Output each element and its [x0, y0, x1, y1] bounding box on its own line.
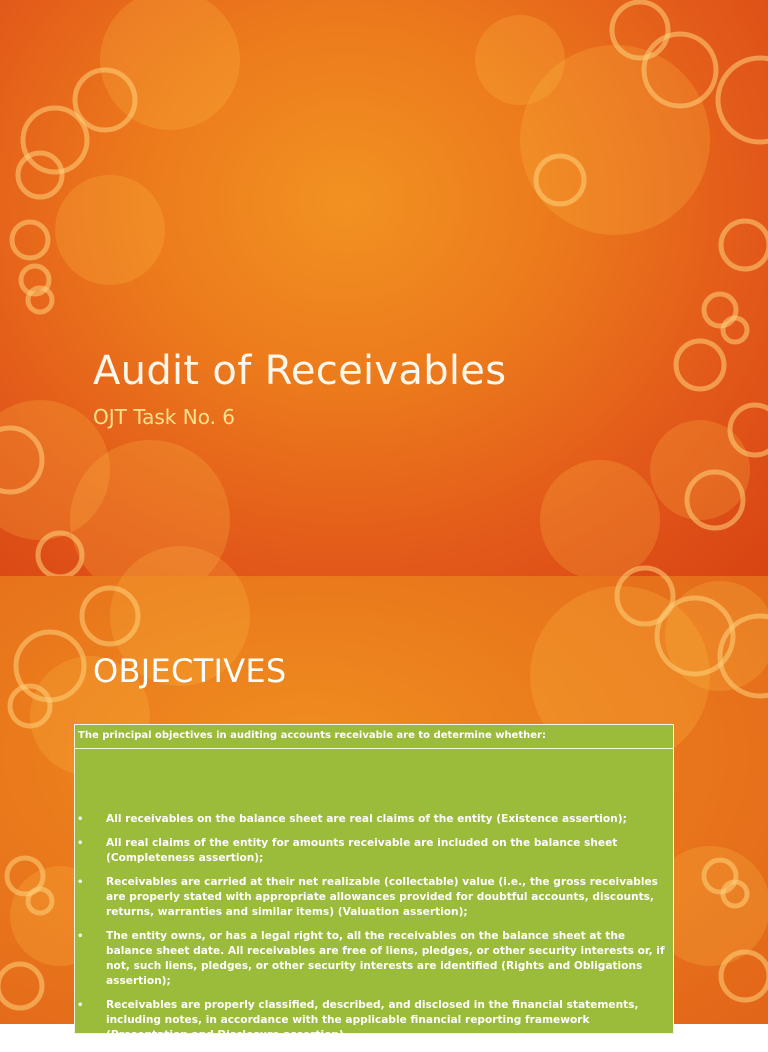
objective-existence: All receivables on the balance sheet are real claims of the entity (Existence assertion);	[106, 813, 627, 825]
objective-valuation: Receivables are carried at their net realizable (collectable) value (i.e., the gross receivables are properly stated with appropriate allowances provided for doubtful accounts, discounts, returns, warranties and similar items) (Valuation assertion);	[106, 876, 658, 918]
objective-presentation-disclosure: Receivables are properly classified, described, and disclosed in the financial statements, including notes, in accordance with the applicable financial reporting framework (Presentation and Disclosure assertion).	[106, 999, 639, 1041]
list-item	[75, 836, 673, 866]
list-item	[75, 998, 673, 1043]
objectives-intro: The principal objectives in auditing accounts receivable are to determine whether:	[75, 725, 673, 749]
bullet-icon: •	[77, 838, 84, 849]
slide-subtitle: OJT Task No. 6	[93, 405, 236, 429]
bullet-icon: •	[77, 931, 84, 942]
objectives-slide	[0, 576, 768, 1041]
slide-title: Audit of Receivables	[93, 348, 507, 394]
bullet-icon: •	[77, 1000, 84, 1011]
objectives-box	[74, 724, 674, 1041]
list-item	[75, 812, 673, 827]
list-item	[75, 929, 673, 989]
objectives-title: OBJECTIVES	[93, 652, 287, 690]
bullet-icon: •	[77, 877, 84, 888]
bullet-icon: •	[77, 814, 84, 825]
list-item	[75, 875, 673, 920]
objective-rights-obligations: The entity owns, or has a legal right to, all the receivables on the balance sheet at the balance sheet date. All receivables are free of liens, pledges, or other security interests or, if not, such liens, pledges, or other security interests are identified (Rights and Obligations assertion);	[106, 930, 665, 987]
objectives-list	[75, 812, 673, 1052]
objective-completeness: All real claims of the entity for amounts receivable are included on the balance sheet (Completeness assertion);	[106, 837, 618, 864]
